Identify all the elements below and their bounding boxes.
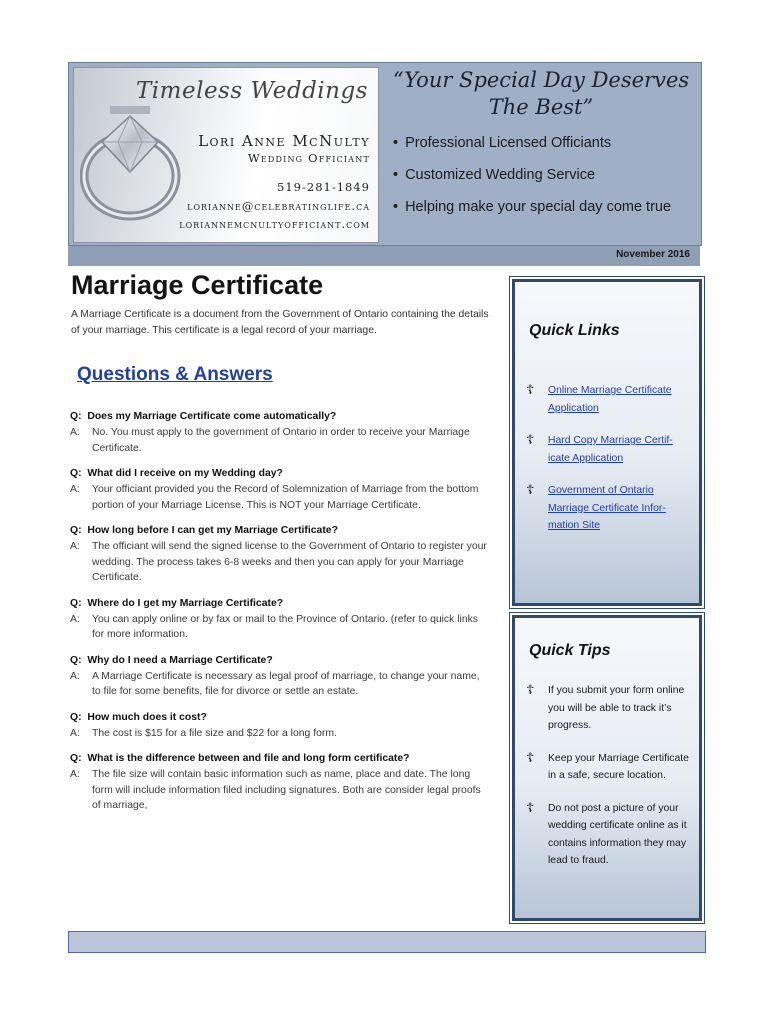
question-text: Does my Marriage Certificate come automatically? <box>87 411 337 422</box>
answer-text: You can apply online or by fax or mail to the Province of Ontario. (refer to quick links for more information. <box>92 613 478 640</box>
list-item <box>526 432 692 467</box>
quick-links-title: Quick Links <box>529 322 620 339</box>
phone-number: 519-281-1849 <box>277 180 370 194</box>
answer-prefix: A: <box>70 541 80 552</box>
answer-prefix: A: <box>70 670 80 682</box>
list-item <box>526 382 692 417</box>
officiant-title: Wedding Officiant <box>247 151 370 165</box>
answer-prefix: A: <box>70 769 80 780</box>
quick-links-box <box>512 279 702 606</box>
question-text: Where do I get my Marriage Certificate? <box>87 597 284 609</box>
brand-name: Timeless Weddings <box>135 78 368 104</box>
qa-item <box>70 465 490 513</box>
link-ontario-info-site[interactable]: Government of Ontario Marriage Certificate Infor-mation Site <box>548 485 666 531</box>
feature-item: • Customized Wedding Service <box>393 165 671 197</box>
question-prefix: Q: <box>70 711 82 723</box>
page-title: Marriage Certificate <box>71 270 324 300</box>
date-band <box>68 246 700 266</box>
answer-text: The officiant will send the signed license to the Government of Ontario to register your wedding. The process takes 6-8 weeks and then you can apply for your Marriage Certificate. <box>92 541 487 583</box>
cross-bullet-icon: ☦ <box>526 799 535 815</box>
question-text: What is the difference between and file and long form certificate? <box>87 753 410 764</box>
question-text: Why do I need a Marriage Certificate? <box>87 654 273 666</box>
tagline: “Your Special Day Deserves The Best” <box>392 68 690 119</box>
answer-prefix: A: <box>70 484 80 495</box>
feature-list <box>393 133 671 229</box>
cross-bullet-icon: ☦ <box>526 682 535 697</box>
qa-item <box>70 522 490 586</box>
issue-date: November 2016 <box>616 249 690 260</box>
qa-list <box>70 408 490 823</box>
qa-heading: Questions & Answers <box>77 364 273 385</box>
feature-item: • Helping make your special day come true <box>393 197 671 229</box>
tip-text: Keep your Marriage Certificate in a safe, secure location. <box>548 752 689 781</box>
answer-text: The cost is $15 for a file size and $22 for a long form. <box>92 727 337 739</box>
qa-item <box>70 709 490 742</box>
website-address: loriannemcnultyofficiant.com <box>179 217 370 231</box>
quick-tips-list <box>526 682 692 885</box>
answer-prefix: A: <box>70 613 80 625</box>
list-item <box>526 482 692 535</box>
quick-tips-title: Quick Tips <box>529 642 611 659</box>
answer-prefix: A: <box>70 727 80 739</box>
quick-tips-box <box>512 615 702 921</box>
tip-text: Do not post a picture of your wedding certificate online as it contains information they may lead to fraud. <box>548 802 687 866</box>
answer-text: A Marriage Certificate is necessary as legal proof of marriage, to change your name, to file for some benefits, file for divorce or settle an estate. <box>92 670 480 697</box>
question-text: How long before I can get my Marriage Certificate? <box>87 525 338 536</box>
question-prefix: Q: <box>70 597 82 609</box>
answer-text: The file size will contain basic information such as name, place and date. The long form will include information filed including signatures. Both are consider legal proofs of marriage, <box>92 769 481 811</box>
tip-text: If you submit your form online you will be able to track it’s progress. <box>548 685 685 731</box>
cross-bullet-icon: ☦ <box>526 482 535 497</box>
answer-text: Your officiant provided you the Record of Solemnization of Marriage from the bottom portion of your Marriage License. This is NOT your Marriage Certificate. <box>92 484 479 511</box>
question-prefix: Q: <box>70 654 82 666</box>
qa-item <box>70 408 490 456</box>
business-card <box>73 67 379 243</box>
answer-text: No. You must apply to the government of Ontario in order to receive your Marriage Certificate. <box>92 427 470 454</box>
header-banner <box>68 62 702 246</box>
answer-prefix: A: <box>70 427 80 438</box>
intro-paragraph: A Marriage Certificate is a document from the Government of Ontario containing the details of your marriage. This certificate is a legal record of your marriage. <box>71 309 489 336</box>
cross-bullet-icon: ☦ <box>526 432 535 447</box>
link-online-application[interactable]: Online Marriage Certificate Application <box>548 385 672 414</box>
question-text: What did I receive on my Wedding day? <box>87 468 283 479</box>
footer-bar <box>68 931 706 953</box>
list-item <box>526 682 692 735</box>
quick-links-list <box>526 382 692 550</box>
feature-item: • Professional Licensed Officiants <box>393 133 671 165</box>
qa-item <box>70 652 490 700</box>
cross-bullet-icon: ☦ <box>526 749 535 765</box>
question-text: How much does it cost? <box>87 711 207 723</box>
question-prefix: Q: <box>70 525 82 536</box>
question-prefix: Q: <box>70 753 82 764</box>
link-hard-copy-application[interactable]: Hard Copy Marriage Certif-icate Application <box>548 435 673 464</box>
cross-bullet-icon: ☦ <box>526 382 535 397</box>
qa-item <box>70 750 490 814</box>
question-prefix: Q: <box>70 411 82 422</box>
officiant-name: Lori Anne McNulty <box>198 132 370 150</box>
question-prefix: Q: <box>70 468 82 479</box>
list-item <box>526 800 692 870</box>
list-item <box>526 750 692 785</box>
qa-item <box>70 595 490 643</box>
email-address: lorianne@celebratinglife.ca <box>187 199 370 213</box>
